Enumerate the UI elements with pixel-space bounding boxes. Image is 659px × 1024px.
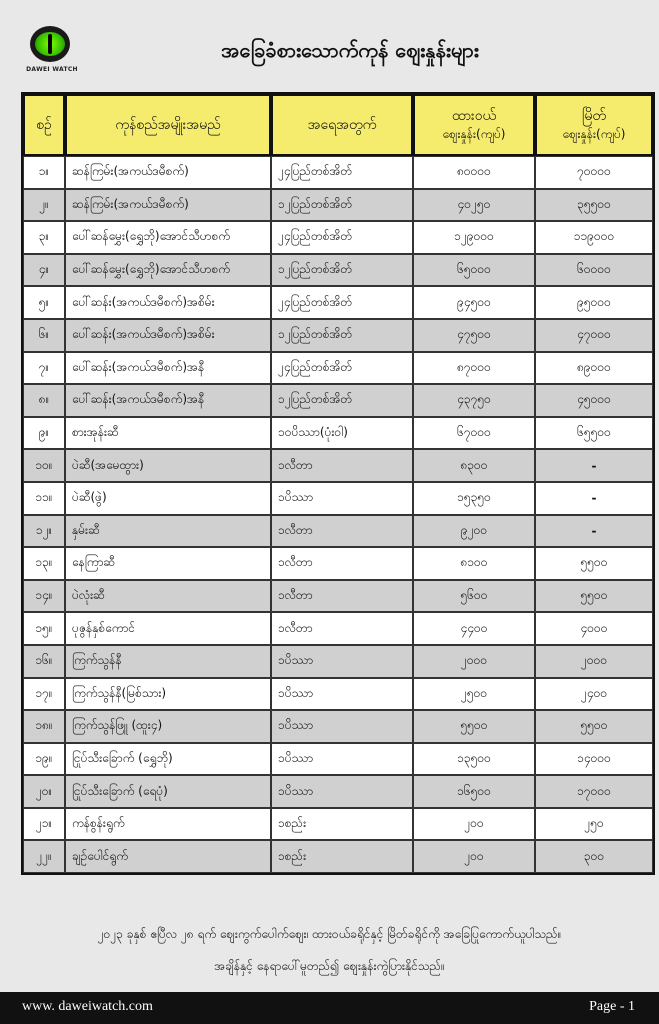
footer-page-number: Page - 1: [589, 999, 635, 1014]
row-number: ၁၃။: [23, 547, 65, 580]
table-row: [23, 775, 653, 808]
header-item-name: ကုန်စည်အမျိုးအမည်: [65, 94, 271, 156]
row-quantity: ၁၂ပြည်တစ်အိတ်: [271, 189, 413, 222]
table-row: [23, 515, 653, 548]
row-item-name: နေကြာဆီ: [65, 547, 271, 580]
row-wholesale-price: ၈၀၀၀၀: [413, 156, 535, 189]
row-retail-price: ၁၇၀၀၀: [535, 775, 653, 808]
row-retail-price: ၁၄၀၀၀: [535, 743, 653, 776]
row-number: ၁။: [23, 156, 65, 189]
row-wholesale-price: ၄၇၅၀၀: [413, 319, 535, 352]
row-quantity: ၁လီတာ: [271, 449, 413, 482]
row-quantity: ၁၂ပြည်တစ်အိတ်: [271, 384, 413, 417]
row-item-name: ကြက်သွန်နီ(မြစ်သား): [65, 678, 271, 711]
row-item-name: ပဲလုံးဆီ: [65, 580, 271, 613]
table-row: [23, 710, 653, 743]
row-wholesale-price: ၄၃၇၅၀: [413, 384, 535, 417]
header-wholesale-line1: ထားဝယ်: [451, 108, 497, 124]
table-row: [23, 808, 653, 841]
row-number: ၂၂။: [23, 840, 65, 873]
row-number: ၆။: [23, 319, 65, 352]
row-item-name: နှမ်းဆီ: [65, 515, 271, 548]
row-item-name: ပေါ်ဆန်မွှေး(ရွှေဘို)အောင်သီဟစက်: [65, 254, 271, 287]
table-row: [23, 482, 653, 515]
header-wholesale-price: [413, 94, 535, 156]
row-wholesale-price: ၆၇၀၀၀: [413, 417, 535, 450]
row-quantity: ၁လီတာ: [271, 580, 413, 613]
table-row: [23, 743, 653, 776]
row-item-name: ပဲဆီ(ဖွဲ): [65, 482, 271, 515]
table-row: [23, 612, 653, 645]
row-wholesale-price: ၁၂၉၀၀၀: [413, 221, 535, 254]
row-item-name: ကန်စွန်းရွက်: [65, 808, 271, 841]
row-retail-price: ၉၅၀၀၀: [535, 286, 653, 319]
row-number: ၁၆။: [23, 645, 65, 678]
row-quantity: ၁၀ပိဿာ(ပုံး၀ါ): [271, 417, 413, 450]
header-no: စဉ်: [23, 94, 65, 156]
table-row: [23, 384, 653, 417]
row-quantity: ၁လီတာ: [271, 612, 413, 645]
row-number: ၃။: [23, 221, 65, 254]
row-item-name: ပေါ်ဆန်း(အကယ်ဒမီစက်)အနီ: [65, 352, 271, 385]
row-retail-price: ၂၄၀၀: [535, 678, 653, 711]
row-number: ၁၅။: [23, 612, 65, 645]
row-wholesale-price: ၈၁၀၀: [413, 547, 535, 580]
row-wholesale-price: ၁၆၅၀၀: [413, 775, 535, 808]
row-retail-price: ၄၀၀၀: [535, 612, 653, 645]
row-number: ၁၇။: [23, 678, 65, 711]
row-wholesale-price: ၂၅၀၀: [413, 678, 535, 711]
row-number: ၁၁။: [23, 482, 65, 515]
header-retail-price: [535, 94, 653, 156]
row-wholesale-price: ၅၆၀၀: [413, 580, 535, 613]
row-wholesale-price: ၉၄၅၀၀: [413, 286, 535, 319]
note-date-source: ၂၀၂၃ ခုနှစ် ဧပြီလ ၂၈ ရက် ဈေးကွက်ပေါက်ဈေး၊ ထားဝယ်ခရိုင်နှင့် မြိတ်ခရိုင်ကို အခြေပြုကောက်ယူပါသည်။: [97, 927, 562, 941]
table-row: [23, 221, 653, 254]
row-wholesale-price: ၆၅၀၀၀: [413, 254, 535, 287]
table-row: [23, 840, 653, 873]
header-quantity: အရေအတွက်: [271, 94, 413, 156]
row-retail-price: ၂၅၀: [535, 808, 653, 841]
row-quantity: ၁ပိဿာ: [271, 645, 413, 678]
row-retail-price: ၅၅၀၀: [535, 547, 653, 580]
row-quantity: ၁၂ပြည်တစ်အိတ်: [271, 319, 413, 352]
row-item-name: ပေါ်ဆန်း(အကယ်ဒမီစက်)အစိမ်း: [65, 286, 271, 319]
row-number: ၁၀။: [23, 449, 65, 482]
row-wholesale-price: ၉၂၀၀: [413, 515, 535, 548]
table-row: [23, 286, 653, 319]
row-number: ၂၁။: [23, 808, 65, 841]
row-item-name: ငြုပ်သီးခြောက် (ရေပုံ): [65, 775, 271, 808]
row-item-name: ပေါ်ဆန်း(အကယ်ဒမီစက်)အစိမ်း: [65, 319, 271, 352]
row-item-name: ပေါ်ဆန်မွှေး(ရွှေဘို)အောင်သီဟစက်: [65, 221, 271, 254]
row-retail-price: ၅၅၀၀: [535, 580, 653, 613]
row-number: ၄။: [23, 254, 65, 287]
row-retail-price: ၁၁၉၀၀၀: [535, 221, 653, 254]
table-row: [23, 547, 653, 580]
row-item-name: ပေါ်ဆန်း(အကယ်ဒမီစက်)အနီ: [65, 384, 271, 417]
row-retail-price: -: [535, 515, 653, 548]
price-table: [21, 92, 655, 875]
row-wholesale-price: ၈၇၀၀၀: [413, 352, 535, 385]
row-wholesale-price: ၂၀၀၀: [413, 645, 535, 678]
row-wholesale-price: ၈၃၀၀: [413, 449, 535, 482]
row-quantity: ၁ပိဿာ: [271, 775, 413, 808]
row-retail-price: ၆၅၅၀၀: [535, 417, 653, 450]
row-wholesale-price: ၁၅၃၅၀: [413, 482, 535, 515]
row-wholesale-price: ၄၄၀၀: [413, 612, 535, 645]
row-quantity: ၁၂ပြည်တစ်အိတ်: [271, 254, 413, 287]
row-item-name: ချဉ်ပေါင်ရွက်: [65, 840, 271, 873]
row-retail-price: ၅၅၀၀: [535, 710, 653, 743]
row-quantity: ၂၄ပြည်တစ်အိတ်: [271, 352, 413, 385]
row-item-name: ကြက်သွန်ဖြူ (ထူး၄): [65, 710, 271, 743]
row-wholesale-price: ၅၅၀၀: [413, 710, 535, 743]
row-number: ၈။: [23, 384, 65, 417]
row-number: ၅။: [23, 286, 65, 319]
table-row: [23, 678, 653, 711]
table-row: [23, 645, 653, 678]
row-item-name: ကြက်သွန်နီ: [65, 645, 271, 678]
row-item-name: ဆန်ကြမ်း(အကယ်ဒမီစက်): [65, 189, 271, 222]
table-row: [23, 156, 653, 189]
row-quantity: ၁ပိဿာ: [271, 710, 413, 743]
row-quantity: ၁ပိဿာ: [271, 482, 413, 515]
note-price-variation: အချိန်နှင့် နေရာပေါ်မူတည်၍ ဈေးနှုန်းကွဲပြားနိုင်သည်။: [214, 959, 445, 973]
row-retail-price: ၃၀၀: [535, 840, 653, 873]
row-retail-price: ၂၀၀၀: [535, 645, 653, 678]
footer-website[interactable]: www. daweiwatch.com: [22, 999, 153, 1014]
row-number: ၂၀။: [23, 775, 65, 808]
row-wholesale-price: ၂၀၀: [413, 808, 535, 841]
row-retail-price: ၃၅၅၀၀: [535, 189, 653, 222]
table-row: [23, 449, 653, 482]
row-retail-price: ၄၅၀၀၀: [535, 384, 653, 417]
row-item-name: ပဲဆီ(အမေထွား): [65, 449, 271, 482]
row-quantity: ၁စည်း: [271, 808, 413, 841]
header-wholesale-line2: ဈေးနှုန်း(ကျပ်): [442, 127, 506, 141]
row-wholesale-price: ၂၀၀: [413, 840, 535, 873]
logo-text: DAWEI WATCH: [26, 66, 78, 73]
table-row: [23, 189, 653, 222]
row-quantity: ၁ပိဿာ: [271, 678, 413, 711]
row-quantity: ၁ပိဿာ: [271, 743, 413, 776]
row-quantity: ၁စည်း: [271, 840, 413, 873]
row-item-name: ငြုပ်သီးခြောက် (ရွှေဘို): [65, 743, 271, 776]
header-retail-line1: မြိတ်: [582, 108, 606, 124]
row-item-name: ဆန်ကြမ်း(အကယ်ဒမီစက်): [65, 156, 271, 189]
table-row: [23, 254, 653, 287]
row-number: ၇။: [23, 352, 65, 385]
row-quantity: ၂၄ပြည်တစ်အိတ်: [271, 286, 413, 319]
row-quantity: ၂၄ပြည်တစ်အိတ်: [271, 156, 413, 189]
row-retail-price: ၈၉၀၀၀: [535, 352, 653, 385]
row-number: ၉။: [23, 417, 65, 450]
dawei-watch-logo: [20, 26, 84, 82]
row-number: ၁၈။: [23, 710, 65, 743]
header-retail-line2: ဈေးနှုန်း(ကျပ်): [562, 127, 626, 141]
row-number: ၁၂။: [23, 515, 65, 548]
row-item-name: စားအုန်းဆီ: [65, 417, 271, 450]
table-row: [23, 417, 653, 450]
row-retail-price: ၇၀၀၀၀: [535, 156, 653, 189]
row-quantity: ၂၄ပြည်တစ်အိတ်: [271, 221, 413, 254]
row-number: ၂။: [23, 189, 65, 222]
row-number: ၁၄။: [23, 580, 65, 613]
row-number: ၁၉။: [23, 743, 65, 776]
row-wholesale-price: ၁၃၅၀၀: [413, 743, 535, 776]
row-retail-price: ၆၀၀၀၀: [535, 254, 653, 287]
row-wholesale-price: ၄၀၂၅၀: [413, 189, 535, 222]
table-row: [23, 580, 653, 613]
eye-logo-icon: [30, 26, 70, 62]
table-row: [23, 352, 653, 385]
row-item-name: ပုဇွန်နှစ်ကောင်: [65, 612, 271, 645]
footer-bar: [0, 992, 659, 1024]
row-quantity: ၁လီတာ: [271, 547, 413, 580]
table-header-row: [23, 94, 653, 156]
row-retail-price: -: [535, 449, 653, 482]
row-quantity: ၁လီတာ: [271, 515, 413, 548]
page-title: အခြေခံစားသောက်ကုန် ဈေးနှုန်းများ: [221, 38, 479, 62]
row-retail-price: ၄၇၀၀၀: [535, 319, 653, 352]
table-row: [23, 319, 653, 352]
row-retail-price: -: [535, 482, 653, 515]
